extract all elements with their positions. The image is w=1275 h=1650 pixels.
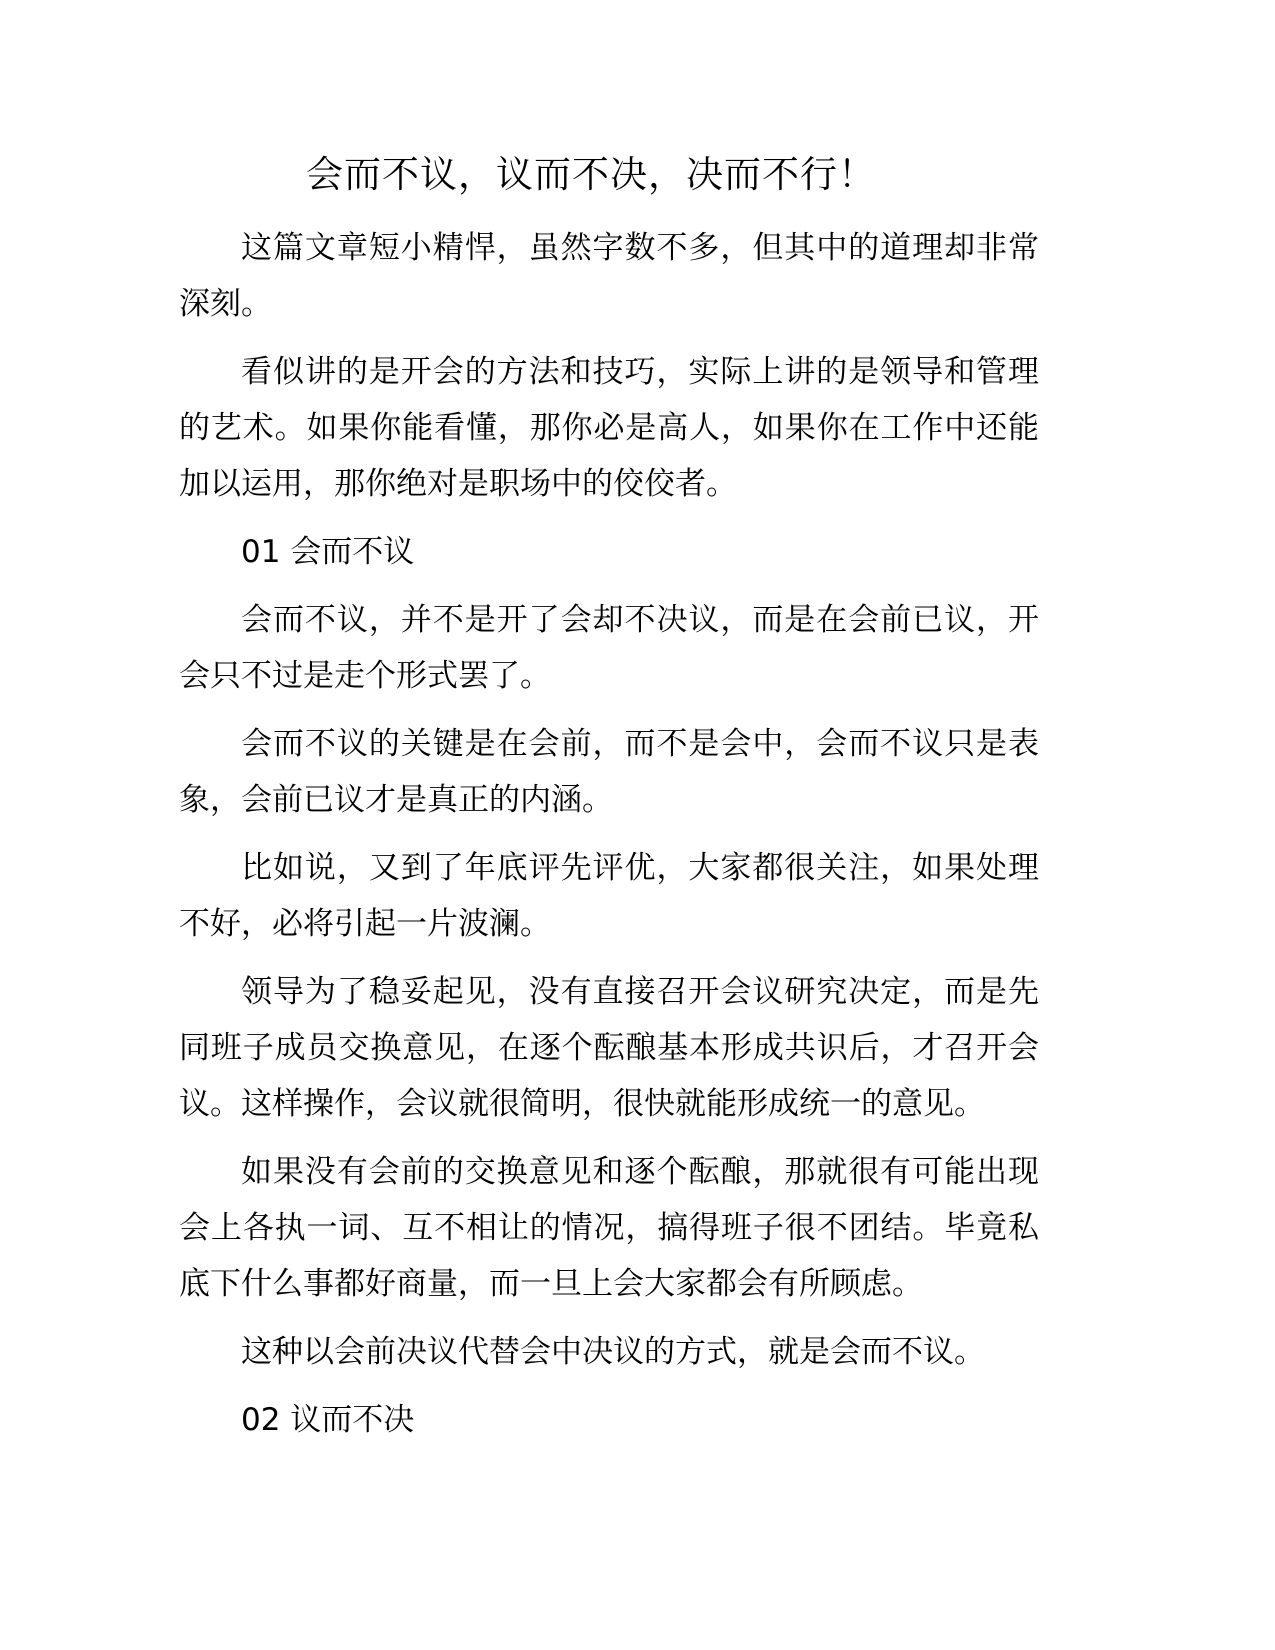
document-title: 会而不议，议而不决，决而不行！ (306, 153, 876, 196)
body-paragraph: 这种以会前决议代替会中决议的方式，就是会而不议。 (241, 1334, 985, 1370)
body-paragraph: 如果没有会前的交换意见和逐个酝酿，那就很有可能出现会上各执一词、互不相让的情况，搞得班子很不团结。毕竟私底下什么事都好商量，而一旦上会大家都会有所顾虑。 (179, 1154, 1039, 1302)
body-paragraph: 领导为了稳妥起见，没有直接召开会议研究决定，而是先同班子成员交换意见，在逐个酝酿基本形成共识后，才召开会议。这样操作，会议就很简明，很快就能形成统一的意见。 (179, 974, 1039, 1122)
intro-paragraph-2: 看似讲的是开会的方法和技巧，实际上讲的是领导和管理的艺术。如果你能看懂，那你必是高人，如果你在工作中还能加以运用，那你绝对是职场中的佼佼者。 (179, 354, 1039, 502)
document-page (179, 150, 1039, 1460)
body-paragraph: 会而不议的关键是在会前，而不是会中，会而不议只是表象，会前已议才是真正的内涵。 (179, 726, 1039, 818)
body-paragraph: 比如说，又到了年底评先评优，大家都很关注，如果处理不好，必将引起一片波澜。 (179, 850, 1039, 942)
section-heading-01: 01 会而不议 (241, 534, 415, 570)
section-heading-02: 02 议而不决 (241, 1402, 415, 1438)
intro-paragraph: 这篇文章短小精悍，虽然字数不多，但其中的道理却非常深刻。 (179, 230, 1039, 322)
body-paragraph: 会而不议，并不是开了会却不决议，而是在会前已议，开会只不过是走个形式罢了。 (179, 602, 1039, 694)
